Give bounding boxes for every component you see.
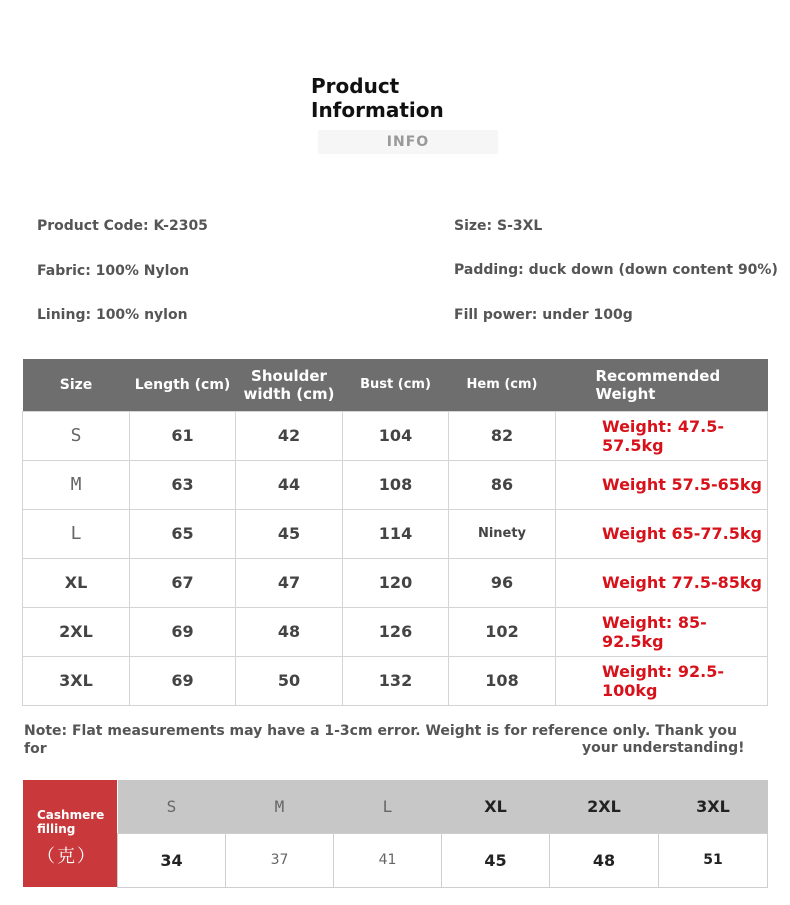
spec-lining: Lining: 100% nylon	[37, 307, 188, 323]
cell-size: 2XL	[23, 607, 130, 656]
table-row	[23, 558, 768, 607]
spec-padding: Padding: duck down (down content 90%)	[454, 262, 778, 278]
cashmere-size: M	[226, 780, 334, 833]
table-row	[23, 509, 768, 558]
cell-weight: Weight: 92.5-100kg	[556, 656, 768, 705]
cashmere-label-line1: Cashmere	[37, 808, 105, 822]
table-row	[23, 656, 768, 705]
cell-weight: Weight 57.5-65kg	[556, 460, 768, 509]
table-row	[23, 460, 768, 509]
col-header-shoulder-l2: width (cm)	[243, 384, 335, 403]
cashmere-size: S	[118, 780, 226, 833]
cell-shoulder: 44	[236, 460, 343, 509]
cell-size: XL	[23, 558, 130, 607]
spec-fabric: Fabric: 100% Nylon	[37, 263, 190, 279]
cell-bust: 114	[343, 509, 449, 558]
cell-hem: 82	[449, 411, 556, 460]
cell-bust: 108	[343, 460, 449, 509]
cashmere-size: L	[334, 780, 442, 833]
cashmere-size: XL	[442, 780, 550, 833]
cell-shoulder: 42	[236, 411, 343, 460]
cell-size: 3XL	[23, 656, 130, 705]
cashmere-value: 41	[334, 833, 442, 887]
col-header-weight	[556, 359, 768, 411]
cell-length: 63	[130, 460, 236, 509]
cell-bust: 104	[343, 411, 449, 460]
col-header-length: Length (cm)	[130, 359, 236, 411]
cashmere-value: 51	[659, 833, 768, 887]
info-subtitle: INFO	[386, 134, 430, 150]
title-line-1: Product	[311, 74, 400, 98]
measurement-note: Note: Flat measurements may have a 1-3cm error. Weight is for reference only. Thank you for	[24, 723, 738, 757]
cell-length: 69	[130, 656, 236, 705]
cell-shoulder: 50	[236, 656, 343, 705]
cell-length: 69	[130, 607, 236, 656]
title-line-2: Information	[311, 98, 444, 122]
cashmere-size: 2XL	[550, 780, 659, 833]
measurement-note-line2: your understanding!	[582, 740, 745, 756]
cashmere-label-line2: filling	[37, 822, 76, 836]
col-header-weight-l2: Weight	[595, 384, 656, 403]
cashmere-value-row	[118, 833, 768, 887]
cell-weight: Weight: 47.5-57.5kg	[556, 411, 768, 460]
spec-size: Size: S-3XL	[454, 218, 543, 234]
cashmere-size: 3XL	[659, 780, 768, 833]
cell-weight: Weight 77.5-85kg	[556, 558, 768, 607]
cashmere-value: 37	[226, 833, 334, 887]
size-table	[22, 359, 768, 706]
size-table-header	[23, 359, 768, 411]
table-row	[23, 607, 768, 656]
cashmere-size-row	[118, 780, 768, 833]
cell-hem: Ninety	[449, 509, 556, 558]
cell-length: 61	[130, 411, 236, 460]
cell-hem: 102	[449, 607, 556, 656]
cashmere-value: 45	[442, 833, 550, 887]
cashmere-value: 34	[118, 833, 226, 887]
cell-weight: Weight 65-77.5kg	[556, 509, 768, 558]
col-header-weight-l1: Recommended	[595, 366, 721, 385]
cashmere-value: 48	[550, 833, 659, 887]
col-header-bust: Bust (cm)	[343, 359, 449, 411]
cell-size: M	[23, 460, 130, 509]
cell-hem: 86	[449, 460, 556, 509]
spec-product-code: Product Code: K-2305	[37, 218, 208, 234]
cell-shoulder: 48	[236, 607, 343, 656]
cell-hem: 96	[449, 558, 556, 607]
cell-shoulder: 47	[236, 558, 343, 607]
cashmere-label-unit: （克）	[37, 846, 97, 867]
cell-bust: 132	[343, 656, 449, 705]
col-header-shoulder	[236, 359, 343, 411]
col-header-shoulder-l1: Shoulder	[251, 366, 327, 385]
cashmere-label	[23, 780, 117, 887]
cashmere-table	[117, 780, 768, 888]
cell-bust: 120	[343, 558, 449, 607]
col-header-size: Size	[23, 359, 130, 411]
cell-bust: 126	[343, 607, 449, 656]
cell-length: 67	[130, 558, 236, 607]
cell-size: L	[23, 509, 130, 558]
cell-weight: Weight: 85-92.5kg	[556, 607, 768, 656]
cell-size: S	[23, 411, 130, 460]
cell-hem: 108	[449, 656, 556, 705]
page-title	[311, 74, 444, 122]
table-row	[23, 411, 768, 460]
cell-length: 65	[130, 509, 236, 558]
col-header-hem: Hem (cm)	[449, 359, 556, 411]
cashmere-label-text	[37, 808, 104, 836]
spec-fill-power: Fill power: under 100g	[454, 307, 633, 323]
cell-shoulder: 45	[236, 509, 343, 558]
